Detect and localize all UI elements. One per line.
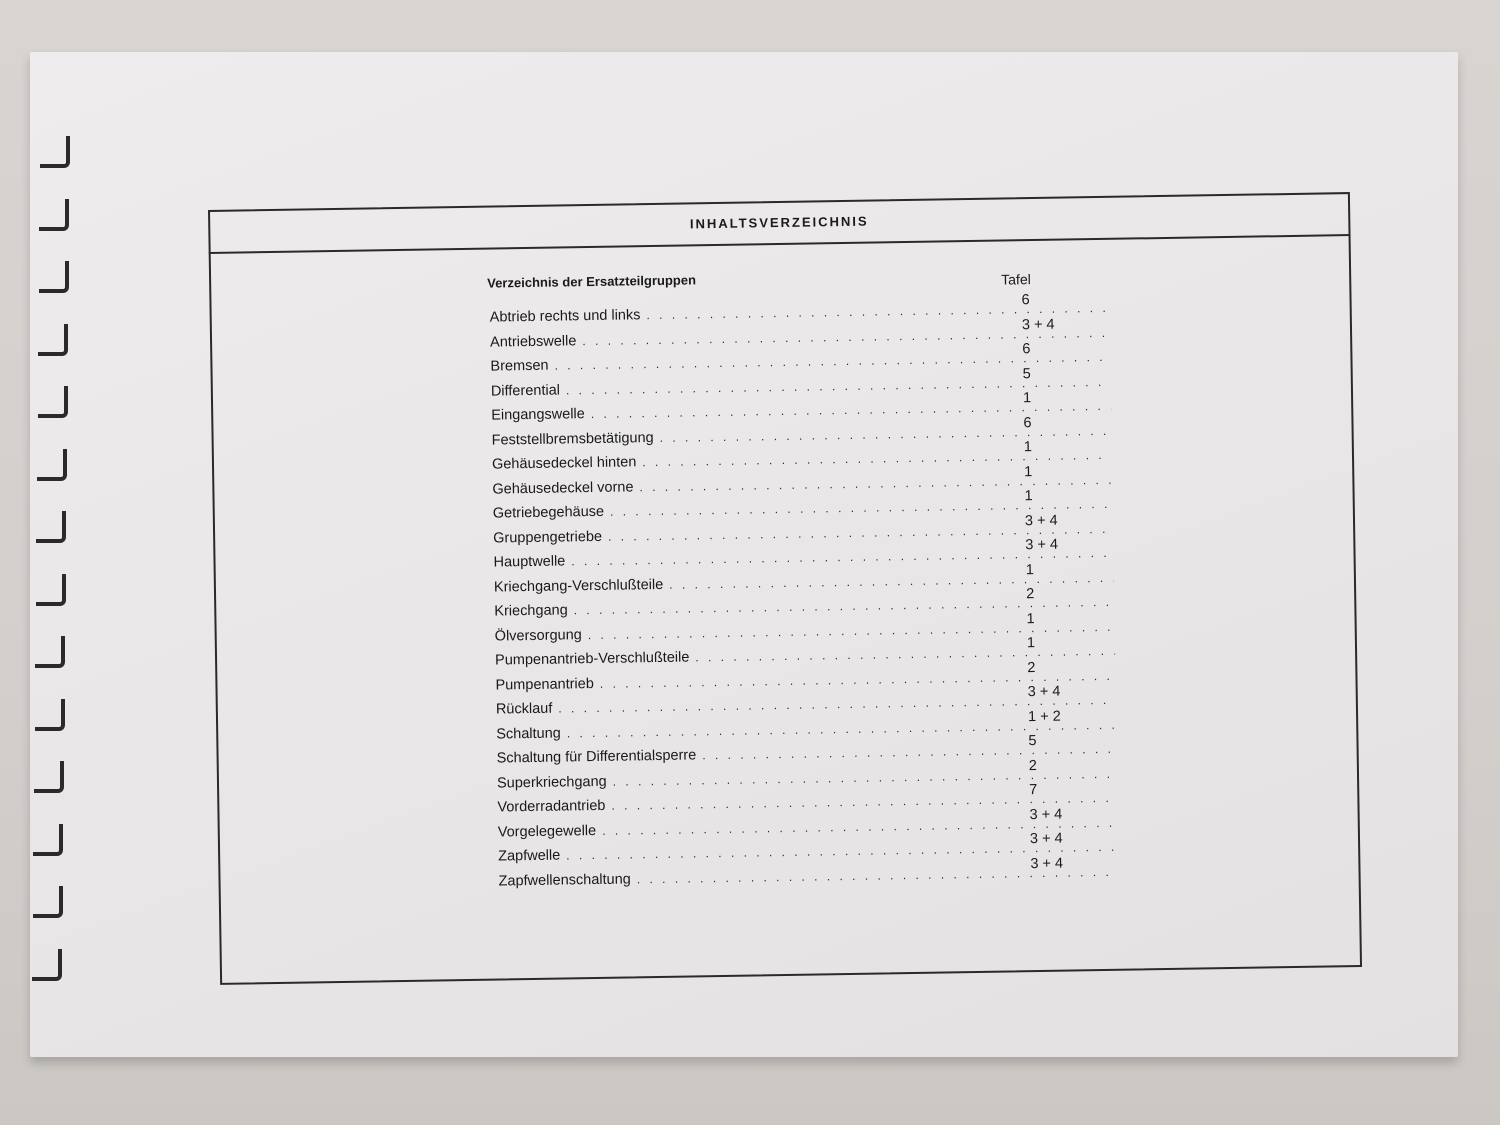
toc-entry-tafel: 5 <box>1028 733 1037 750</box>
section-title: Verzeichnis der Ersatzteilgruppen <box>487 272 697 291</box>
toc-entry-label: Eingangswelle <box>491 406 585 424</box>
toc-entry-tafel: 3 + 4 <box>1030 855 1064 872</box>
toc-entry-tafel: 7 <box>1029 782 1038 799</box>
toc-entry-label: Zapfwelle <box>498 847 561 865</box>
toc-entry-tafel: 1 <box>1026 610 1035 627</box>
toc-entry-label: Rücklauf <box>495 700 553 718</box>
binding-ring <box>34 767 64 793</box>
toc-entry-tafel: 1 + 2 <box>1027 708 1061 725</box>
binding-ring <box>38 330 68 356</box>
toc-entry-label: Pumpenantrieb-Verschlußteile <box>494 649 690 669</box>
toc-entry-label: Differential <box>490 381 561 400</box>
toc-entry-label: Getriebegehäuse <box>492 503 605 522</box>
toc-entry-label: Kriechgang-Verschlußteile <box>493 576 664 596</box>
toc-entry-tafel: 3 + 4 <box>1027 683 1061 701</box>
toc-entry-label: Zapfwellenschaltung <box>498 870 631 890</box>
toc-entry-tafel: 3 + 4 <box>1024 512 1058 529</box>
toc-frame <box>208 192 1362 990</box>
binding-ring <box>38 392 68 418</box>
toc-entry-tafel: 6 <box>1022 341 1031 358</box>
tafel-column-header: Tafel <box>1001 271 1031 288</box>
booklet-page <box>30 52 1458 1057</box>
toc-entry-label: Ölversorgung <box>494 626 582 645</box>
toc-entry-label: Pumpenantrieb <box>495 675 594 694</box>
binding-ring <box>40 142 70 168</box>
page-title: INHALTSVERZEICHNIS <box>689 213 869 231</box>
toc-entry-label: Feststellbremsbetätigung <box>491 429 654 449</box>
binding-ring <box>36 580 66 606</box>
toc-entry-tafel: 1 <box>1024 488 1033 505</box>
ring-binding <box>30 142 120 1042</box>
toc-entry-label: Vorgelegewelle <box>497 822 597 841</box>
toc-entry-label: Hauptwelle <box>493 553 566 571</box>
binding-ring <box>39 205 69 231</box>
toc-entry-tafel: 2 <box>1027 659 1036 676</box>
toc-entry-label: Kriechgang <box>494 602 568 620</box>
toc-entry-label: Schaltung für Differentialsperre <box>496 747 697 767</box>
binding-ring <box>32 955 62 981</box>
toc-entry-label: Vorderradantrieb <box>497 797 606 816</box>
toc-entry-tafel: 3 + 4 <box>1029 830 1063 848</box>
toc-entry-label: Superkriechgang <box>496 773 607 792</box>
toc-entry-tafel: 2 <box>1028 757 1038 774</box>
toc-entry-tafel: 3 + 4 <box>1029 806 1063 823</box>
toc-entry-label: Gruppengetriebe <box>493 528 603 547</box>
toc-list <box>489 292 1119 898</box>
toc-entry-label: Antriebswelle <box>489 332 577 351</box>
toc-entry-tafel: 3 + 4 <box>1021 316 1055 333</box>
binding-ring <box>33 830 63 856</box>
toc-entry-tafel: 6 <box>1023 414 1032 431</box>
binding-ring <box>35 705 65 731</box>
toc-entry-label: Abtrieb rechts und links <box>489 307 641 326</box>
binding-ring <box>39 267 69 293</box>
toc-entry-tafel: 6 <box>1021 292 1030 309</box>
binding-ring <box>33 892 63 918</box>
toc-entry-tafel: 1 <box>1025 561 1034 578</box>
toc-entry-label: Gehäusedeckel vorne <box>492 478 634 498</box>
toc-entry-tafel: 5 <box>1022 365 1031 382</box>
toc-entry-tafel: 2 <box>1026 586 1035 603</box>
toc-entry-tafel: 1 <box>1026 635 1036 652</box>
binding-ring <box>36 517 66 543</box>
toc-entry-tafel: 3 + 4 <box>1025 536 1059 554</box>
binding-ring <box>35 642 65 668</box>
toc-entry-tafel: 1 <box>1023 439 1033 456</box>
toc-entry-label: Gehäusedeckel hinten <box>491 454 637 473</box>
binding-ring <box>37 455 67 481</box>
toc-entry-label: Schaltung <box>496 725 561 743</box>
toc-entry-tafel: 1 <box>1024 463 1033 480</box>
toc-entry-label: Bremsen <box>490 357 549 375</box>
toc-entry-tafel: 1 <box>1022 390 1032 407</box>
